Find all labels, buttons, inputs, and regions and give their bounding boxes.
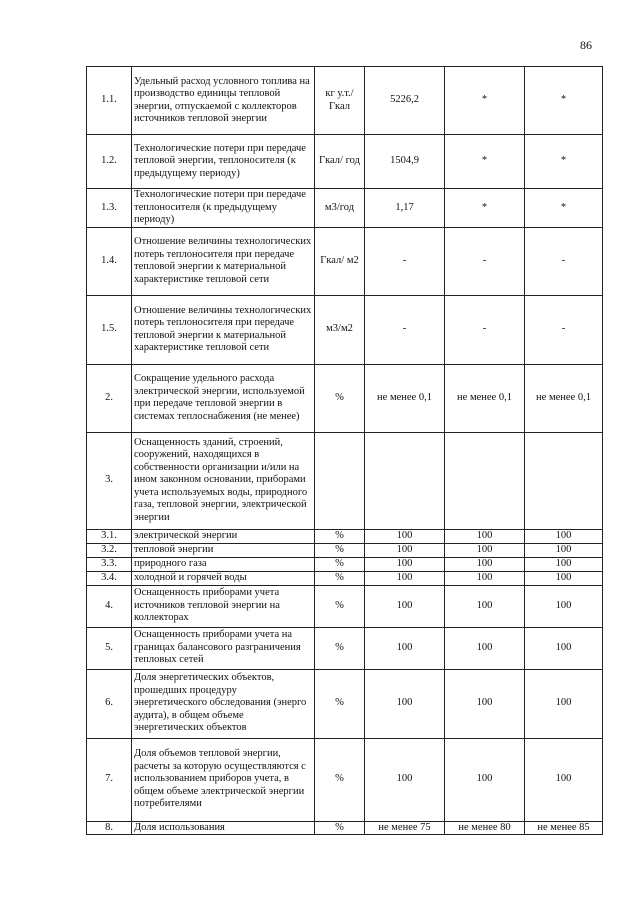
row-value-2: не менее 0,1 — [445, 364, 525, 432]
row-value-3: не менее 0,1 — [525, 364, 603, 432]
row-value-2: 100 — [445, 529, 525, 543]
row-value-2: 100 — [445, 557, 525, 571]
row-value-2: * — [445, 135, 525, 189]
row-number: 1.5. — [87, 295, 132, 364]
row-value-3: не менее 85 — [525, 821, 603, 835]
row-value-1: 100 — [365, 738, 445, 821]
row-value-1: 5226,2 — [365, 67, 445, 135]
row-indicator-name: Оснащенность приборами учета источников тепловой энергии на коллекторах — [132, 585, 315, 627]
table-row — [87, 821, 603, 835]
row-value-2: 100 — [445, 738, 525, 821]
row-value-1: 100 — [365, 627, 445, 669]
table-row — [87, 432, 603, 529]
row-value-1: 100 — [365, 669, 445, 738]
row-value-1: 100 — [365, 585, 445, 627]
row-indicator-name: Доля объемов тепловой энергии, расчеты за которую осуществляются с использованием приборов учета, в общем объеме электрической энергии потребителями — [132, 738, 315, 821]
row-value-3: 100 — [525, 627, 603, 669]
row-value-1: - — [365, 227, 445, 295]
row-number: 2. — [87, 364, 132, 432]
row-indicator-name: Технологические потери при передаче тепловой энергии, теплоносителя (к предыдущему периоду) — [132, 135, 315, 189]
table-row — [87, 227, 603, 295]
row-value-3: * — [525, 67, 603, 135]
table-row — [87, 67, 603, 135]
table-row — [87, 738, 603, 821]
table-body — [87, 67, 603, 835]
table-row — [87, 571, 603, 585]
page-number: 86 — [580, 38, 592, 52]
table-row — [87, 557, 603, 571]
row-value-1: 100 — [365, 571, 445, 585]
row-number: 8. — [87, 821, 132, 835]
row-unit: % — [315, 627, 365, 669]
row-value-2: 100 — [445, 669, 525, 738]
row-value-3: 100 — [525, 738, 603, 821]
row-number: 1.1. — [87, 67, 132, 135]
table-row — [87, 364, 603, 432]
row-value-2: - — [445, 227, 525, 295]
table-row — [87, 189, 603, 228]
row-value-3: 100 — [525, 669, 603, 738]
row-unit: % — [315, 585, 365, 627]
row-unit: м3/м2 — [315, 295, 365, 364]
row-unit: % — [315, 669, 365, 738]
row-value-3: 100 — [525, 585, 603, 627]
row-indicator-name: Отношение величины технологических потерь теплоносителя при передаче тепловой энергии к материальной характеристике тепловой сети — [132, 295, 315, 364]
row-number: 7. — [87, 738, 132, 821]
row-value-3: 100 — [525, 543, 603, 557]
row-unit — [315, 432, 365, 529]
row-indicator-name: Оснащенность зданий, строений, сооружений, находящихся в собственности организации и/или на ином законном основании, приборами учета используемых воды, природного газа, тепловой энергии, электрической энергии — [132, 432, 315, 529]
table-row — [87, 585, 603, 627]
row-value-3: * — [525, 189, 603, 228]
row-unit: % — [315, 571, 365, 585]
row-number: 3.3. — [87, 557, 132, 571]
row-number: 3.2. — [87, 543, 132, 557]
row-unit: Гкал/ год — [315, 135, 365, 189]
row-unit: % — [315, 557, 365, 571]
row-value-2: * — [445, 189, 525, 228]
row-indicator-name: тепловой энергии — [132, 543, 315, 557]
table-row — [87, 669, 603, 738]
row-value-2: 100 — [445, 585, 525, 627]
row-value-3: 100 — [525, 557, 603, 571]
row-unit: % — [315, 821, 365, 835]
row-indicator-name: Сокращение удельного расхода электрической энергии, используемой при передаче тепловой энергии в системах теплоснабжения (не менее) — [132, 364, 315, 432]
row-unit: % — [315, 529, 365, 543]
row-indicator-name: Удельный расход условного топлива на производство единицы тепловой энергии, отпускаемой с коллекторов источников тепловой энергии — [132, 67, 315, 135]
table-row — [87, 529, 603, 543]
row-value-2: 100 — [445, 627, 525, 669]
row-number: 6. — [87, 669, 132, 738]
row-indicator-name: холодной и горячей воды — [132, 571, 315, 585]
row-number: 1.4. — [87, 227, 132, 295]
row-value-1: 1,17 — [365, 189, 445, 228]
row-unit: м3/год — [315, 189, 365, 228]
row-indicator-name: электрической энергии — [132, 529, 315, 543]
row-indicator-name: Оснащенность приборами учета на границах балансового разграничения тепловых сетей — [132, 627, 315, 669]
row-unit: % — [315, 738, 365, 821]
row-value-2: * — [445, 67, 525, 135]
row-value-1: не менее 75 — [365, 821, 445, 835]
row-value-3: * — [525, 135, 603, 189]
row-unit: Гкал/ м2 — [315, 227, 365, 295]
row-value-1: 100 — [365, 529, 445, 543]
row-value-3: - — [525, 295, 603, 364]
row-value-1 — [365, 432, 445, 529]
row-indicator-name: Доля энергетических объектов, прошедших процедуру энергетического обследования (энерго аудита), в общем объеме энергетических объектов — [132, 669, 315, 738]
row-value-3: 100 — [525, 571, 603, 585]
row-value-1: 100 — [365, 557, 445, 571]
row-number: 3.4. — [87, 571, 132, 585]
row-value-1: 100 — [365, 543, 445, 557]
row-value-3 — [525, 432, 603, 529]
row-number: 1.3. — [87, 189, 132, 228]
row-value-3: - — [525, 227, 603, 295]
row-unit: % — [315, 543, 365, 557]
row-number: 4. — [87, 585, 132, 627]
row-number: 3. — [87, 432, 132, 529]
table-row — [87, 627, 603, 669]
indicators-table — [86, 66, 603, 835]
row-value-1: 1504,9 — [365, 135, 445, 189]
row-value-2: - — [445, 295, 525, 364]
row-indicator-name: Технологические потери при передаче теплоносителя (к предыдущему периоду) — [132, 189, 315, 228]
row-number: 1.2. — [87, 135, 132, 189]
table-row — [87, 135, 603, 189]
row-indicator-name: Доля использования — [132, 821, 315, 835]
row-unit: кг у.т./ Гкал — [315, 67, 365, 135]
row-number: 5. — [87, 627, 132, 669]
row-value-2 — [445, 432, 525, 529]
row-indicator-name: природного газа — [132, 557, 315, 571]
row-value-2: 100 — [445, 543, 525, 557]
row-indicator-name: Отношение величины технологических потерь теплоносителя при передаче тепловой энергии к материальной характеристике тепловой сети — [132, 227, 315, 295]
table-row — [87, 295, 603, 364]
row-value-1: - — [365, 295, 445, 364]
row-value-1: не менее 0,1 — [365, 364, 445, 432]
row-number: 3.1. — [87, 529, 132, 543]
table-row — [87, 543, 603, 557]
row-value-3: 100 — [525, 529, 603, 543]
row-unit: % — [315, 364, 365, 432]
row-value-2: 100 — [445, 571, 525, 585]
row-value-2: не менее 80 — [445, 821, 525, 835]
